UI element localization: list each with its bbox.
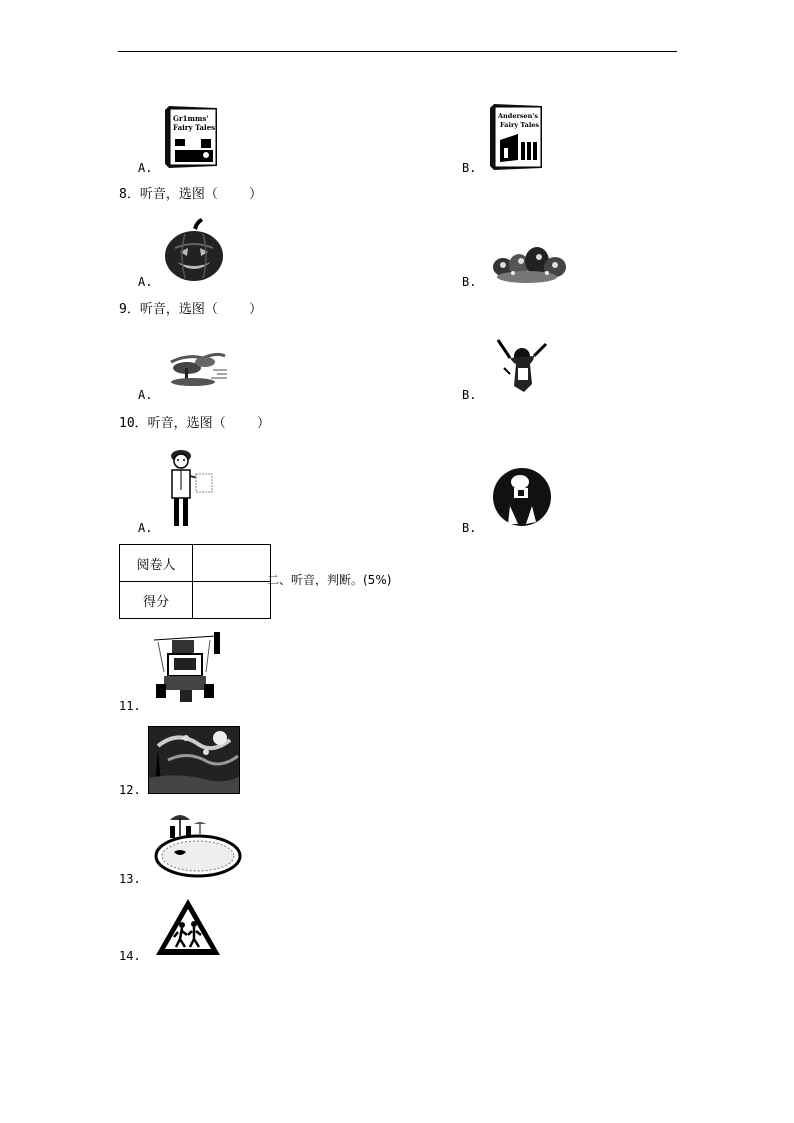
header-rule [118,51,677,52]
svg-text:Fairy Tales: Fairy Tales [500,121,540,129]
section-2-title: 二、听音，判断。(5%) [267,573,392,587]
pool-with-umbrella-image[interactable] [154,810,244,880]
reviewer-cell[interactable] [193,545,271,582]
reviewer-label: 阅卷人 [120,545,193,582]
tree-landscape-image[interactable] [167,348,229,390]
starry-night-painting-image[interactable] [148,726,240,794]
question-10-text: 10．听音，选图（ ） [119,416,270,431]
pumpkin-image[interactable] [163,218,225,282]
q9-option-b-label: B. [462,388,477,402]
score-table [119,544,271,619]
q8-option-a-label: A. [138,275,153,289]
item-11-number: 11. [119,699,141,713]
svg-text:Gr1mms': Gr1mms' [173,114,209,123]
andersens-fairy-tales-book-image[interactable] [488,104,544,170]
flower-bush-image[interactable] [491,243,569,285]
item-12-number: 12. [119,783,141,797]
question-9-text: 9．听音，选图（ ） [119,302,263,317]
svg-text:Andersen's: Andersen's [498,112,539,120]
astronaut-image[interactable] [494,338,552,394]
score-cell[interactable] [193,582,271,619]
q7-option-a-label: A. [138,161,153,175]
item-14-number: 14. [119,949,141,963]
q9-option-a-label: A. [138,388,153,402]
question-8-text: 8．听音，选图（ ） [119,187,263,202]
grimms-fairy-tales-book-image[interactable] [163,106,219,168]
q7-option-b-label: B. [462,161,477,175]
photographer-image[interactable] [492,466,552,528]
teacher-with-board-image[interactable] [164,448,216,528]
children-crossing-sign-image[interactable] [154,897,222,957]
svg-text:Fairy Tales: Fairy Tales [173,123,216,132]
q10-option-a-label: A. [138,521,153,535]
q10-option-b-label: B. [462,521,477,535]
score-label: 得分 [120,582,193,619]
robot-machine-image[interactable] [150,632,222,704]
item-13-number: 13. [119,872,141,886]
q8-option-b-label: B. [462,275,477,289]
